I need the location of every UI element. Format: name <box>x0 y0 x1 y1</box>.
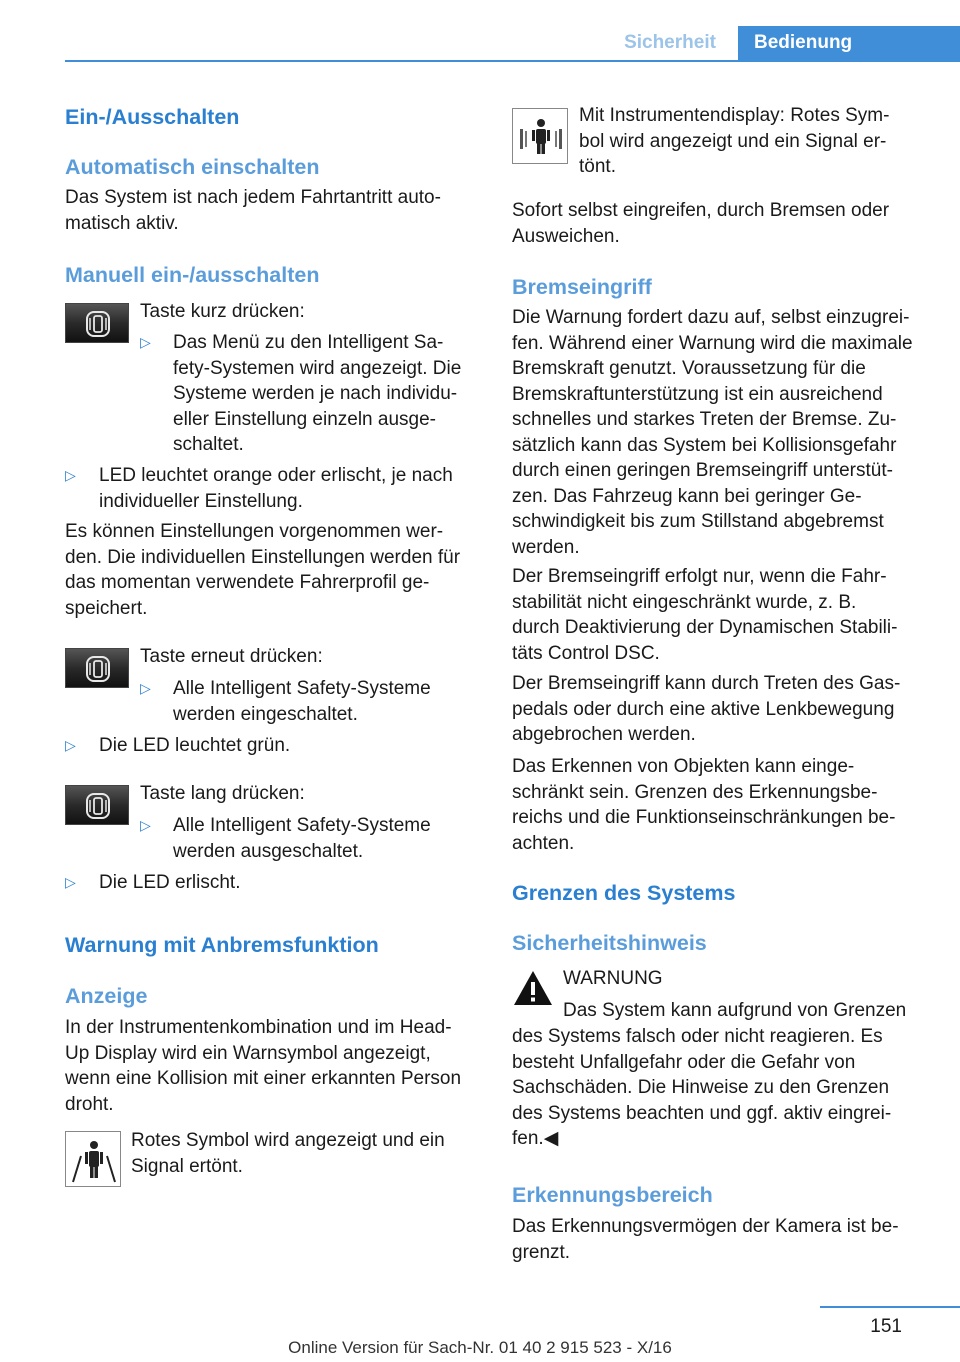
footer-online-version: Online Version für Sach-Nr. 01 40 2 915 523 - X/16 <box>288 1338 672 1357</box>
pedestrian-instrument-icon <box>512 108 568 164</box>
paragraph-auto: Das System ist nach jedem Fahrtantritt auto- matisch aktiv. <box>65 187 441 234</box>
header-rule <box>65 60 960 62</box>
safety-button-icon <box>65 303 129 343</box>
warning-body: des Systems falsch oder nicht reagieren. Es besteht Unfallgefahr oder die Gefahr von Sachschäden. Die Hinweise zu den Grenzen des Systems beachten und ggf. aktiv eingrei- fen.◀ <box>512 1026 892 1149</box>
safety-button-icon <box>65 648 129 688</box>
heading-anzeige: Anzeige <box>65 984 148 1008</box>
label-taste-erneut: Taste erneut drücken: <box>140 646 323 667</box>
footer-rule <box>820 1306 960 1308</box>
page-number: 151 <box>870 1316 902 1337</box>
paragraph-red-symbol: Rotes Symbol wird angezeigt und ein Signal ertönt. <box>131 1130 445 1177</box>
paragraph-settings: Es können Einstellungen vorgenommen wer- den. Die individuellen Einstellungen werden für das momentan verwendete Fahrerprofil ge- speichert. <box>65 521 461 619</box>
label-taste-kurz: Taste kurz drücken: <box>140 301 305 322</box>
bullet-icon: ▷ <box>140 334 151 350</box>
heading-warnung-anbremsfunktion: Warnung mit Anbremsfunktion <box>65 933 379 957</box>
label-taste-lang: Taste lang drücken: <box>140 783 305 804</box>
paragraph-sofort: Sofort selbst eingreifen, durch Bremsen oder Ausweichen. <box>512 200 890 247</box>
warning-title: WARNUNG <box>563 968 663 989</box>
bullet-icon: ▷ <box>65 467 76 483</box>
safety-button-icon <box>65 785 129 825</box>
warning-line-1: Das System kann aufgrund von Grenzen <box>563 1000 907 1021</box>
header-tab-bedienung: Bedienung <box>738 26 960 62</box>
list-item-long-sub: Alle Intelligent Safety-Systeme werden ausgeschaltet. <box>173 815 431 862</box>
paragraph-brake-3: Der Bremseingriff kann durch Treten des Gas- pedals oder durch eine aktive Lenkbewegung abgebrochen werden. <box>512 673 901 745</box>
heading-manuell: Manuell ein-/ausschalten <box>65 263 320 287</box>
list-item-short-main: LED leuchtet orange oder erlischt, je nach individueller Einstellung. <box>99 465 453 512</box>
heading-bremseingriff: Bremseingriff <box>512 275 652 299</box>
heading-automatisch-einschalten: Automatisch einschalten <box>65 155 320 179</box>
warning-triangle-icon <box>512 969 554 1007</box>
heading-grenzen: Grenzen des Systems <box>512 881 736 905</box>
list-item-again-sub: Alle Intelligent Safety-Systeme werden eingeschaltet. <box>173 678 431 725</box>
list-item-short-sub: Das Menü zu den Intelligent Sa- fety-Systemen wird angezeigt. Die Systeme werden je nach individu- eller Einstellung einzeln ausge- schaltet. <box>173 332 462 455</box>
paragraph-brake-1: Die Warnung fordert dazu auf, selbst einzugrei- fen. Während einer Warnung wird die maximale Bremskraft genutzt. Voraussetzung für die Bremskraftunterstützung ist ein ausreichend schnelles und starkes Treten der Bremse. Zu- sätzlich kann das System bei Kollisionsgefahr durch einen geringen Bremseingriff unterstüt- zen. Das Fahrzeug kann bei geringer Ge- schwindigkeit bis zum Stillstand abgebremst werden. <box>512 307 913 558</box>
paragraph-brake-2: Der Bremseingriff erfolgt nur, wenn die Fahr- stabilität nicht eingeschränkt wurde, z. B. durch Deaktivierung der Dynamischen Stabili- täts Control DSC. <box>512 566 898 664</box>
bullet-icon: ▷ <box>140 680 151 696</box>
header-tab-sicherheit: Sicherheit <box>624 32 716 53</box>
paragraph-brake-4: Das Erkennen von Objekten kann einge- schränkt sein. Grenzen des Erkennungsbe- reichs und die Funktionseinschränkungen be- achten. <box>512 756 896 854</box>
paragraph-erkennungsbereich: Das Erkennungsvermögen der Kamera ist be- grenzt. <box>512 1216 899 1263</box>
pedestrian-warning-icon <box>65 1131 121 1187</box>
heading-ein-ausschalten: Ein-/Ausschalten <box>65 105 240 129</box>
paragraph-anzeige: In der Instrumentenkombination und im Head- Up Display wird ein Warnsymbol angezeigt, wenn eine Kollision mit einer erkannten Person droht. <box>65 1017 462 1115</box>
bullet-icon: ▷ <box>140 817 151 833</box>
list-item-again-main: Die LED leuchtet grün. <box>99 735 291 756</box>
bullet-icon: ▷ <box>65 874 76 890</box>
bullet-icon: ▷ <box>65 737 76 753</box>
paragraph-instrument-display: Mit Instrumentendisplay: Rotes Sym- bol wird angezeigt und ein Signal er- tönt. <box>579 105 890 177</box>
heading-sicherheitshinweis: Sicherheitshinweis <box>512 931 707 955</box>
heading-erkennungsbereich: Erkennungsbereich <box>512 1183 713 1207</box>
list-item-long-main: Die LED erlischt. <box>99 872 241 893</box>
